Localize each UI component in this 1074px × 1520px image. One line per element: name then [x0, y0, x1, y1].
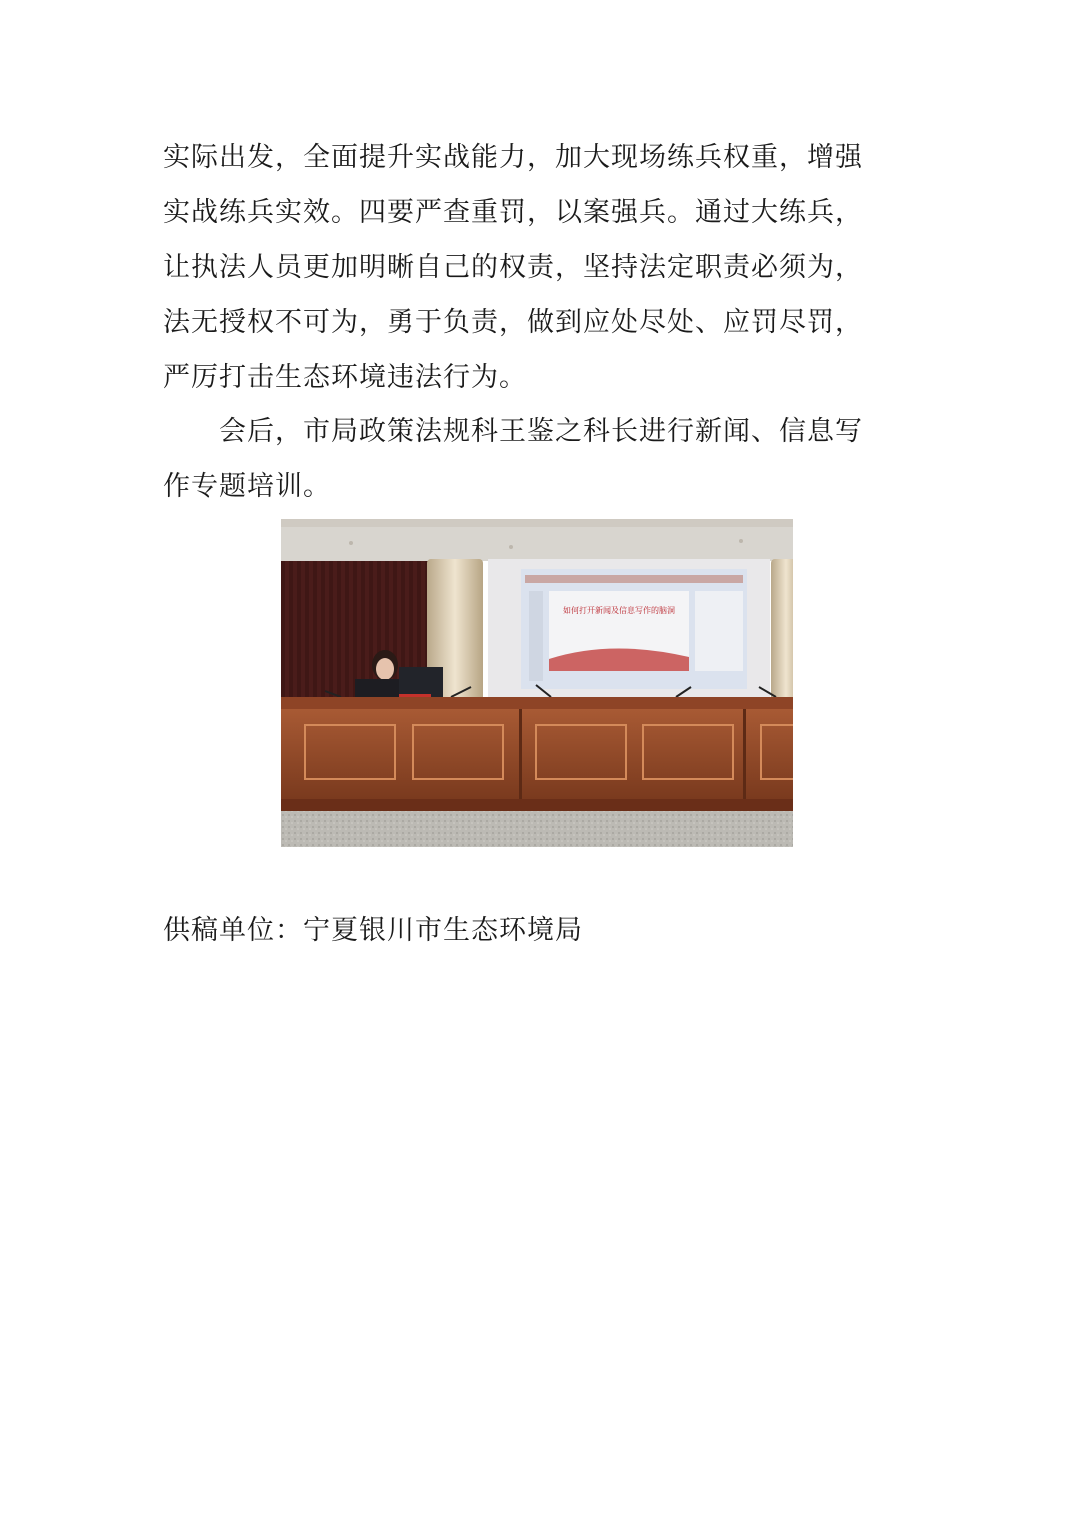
body-paragraph-2: 会后，市局政策法规科王鉴之科长进行新闻、信息写作专题培训。: [163, 416, 863, 502]
body-paragraph-1: 实际出发，全面提升实战能力，加大现场练兵权重，增强实战练兵实效。四要严查重罚，以案强兵。通过大练兵，让执法人员更加明晰自己的权责，坚持法定职责必须为，法无授权不可为，勇于负责，做到应处尽处、应罚尽罚，严厉打击生态环境违法行为。: [163, 142, 863, 393]
slide-title: 如何打开新闻及信息写作的脑洞: [563, 606, 675, 615]
credit-line: 供稿单位：宁夏银川市生态环境局: [163, 915, 583, 946]
training-session-photo: [281, 519, 793, 847]
